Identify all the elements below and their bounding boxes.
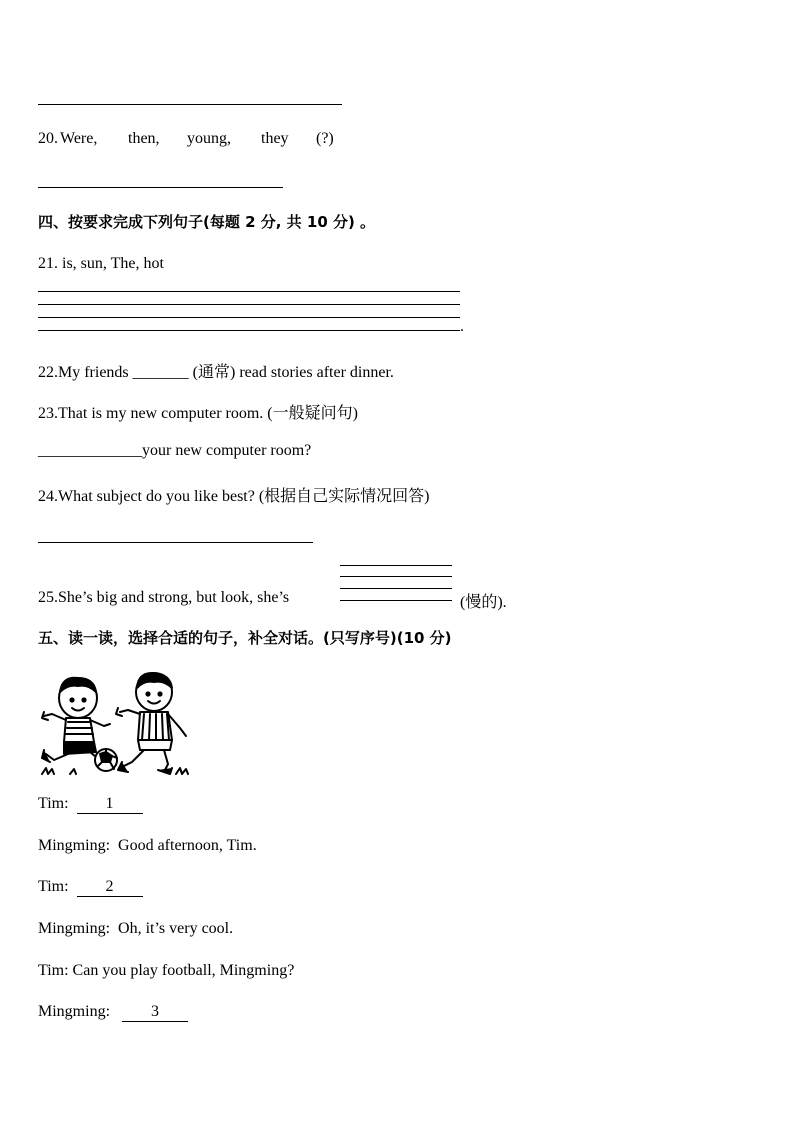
answer-line-21-4[interactable] [38, 330, 460, 331]
speaker-tim: Tim: [38, 962, 69, 979]
speaker-mingming: Mingming: [38, 1003, 111, 1020]
dialogue-blank-1[interactable] [77, 795, 143, 814]
q25-stack-line-2[interactable] [340, 576, 452, 577]
q25-hint: (慢的). [460, 594, 507, 611]
dialogue-blank-3[interactable] [122, 1003, 188, 1022]
question-24: 24.What subject do you like best? (根据自己实际情况回答) [38, 488, 430, 505]
section-4-heading: 四、按要求完成下列句子(每题 2 分, 共 10 分) 。 [38, 213, 376, 231]
speaker-tim: Tim: [38, 878, 69, 895]
answer-line-21-1[interactable] [38, 291, 460, 292]
speaker-tim: Tim: [38, 795, 69, 812]
football-illustration [40, 670, 192, 778]
two-boys-playing-football-image [40, 670, 192, 778]
q23-answer-rest: your new computer room? [142, 442, 312, 459]
question-21: 21. is, sun, The, hot [38, 255, 164, 272]
dialogue-text: Can you play football, Mingming? [72, 962, 295, 979]
question-22 [38, 359, 394, 382]
answer-line-24[interactable] [38, 542, 313, 543]
dialogue-text: Oh, it’s very cool. [118, 920, 234, 937]
answer-line-20[interactable] [38, 187, 283, 188]
q22-after: (通常) read stories after dinner. [192, 364, 394, 381]
q25-stack-line-4[interactable] [340, 600, 452, 601]
q20-word-4: they [261, 130, 289, 147]
q25-stack-line-1[interactable] [340, 565, 452, 566]
q20-number: 20. [38, 130, 58, 147]
q20-word-2: then, [128, 130, 160, 147]
q22-blank[interactable]: _______ [132, 364, 189, 381]
question-25: 25.She’s big and strong, but look, she’s [38, 589, 290, 606]
blank-number: 1 [105, 795, 114, 812]
q21-end-mark: . [460, 318, 464, 335]
blank-number: 3 [151, 1003, 160, 1020]
q22-before: 22.My friends [38, 364, 129, 381]
dialogue-line-1 [38, 795, 143, 814]
answer-line-21-3[interactable] [38, 317, 460, 318]
dialogue-blank-2[interactable] [77, 878, 143, 897]
section-5-heading: 五、读一读，选择合适的句子，补全对话。(只写序号)(10 分) [38, 629, 452, 647]
dialogue-line-5 [38, 962, 294, 980]
dialogue-line-3 [38, 878, 143, 897]
q23-answer [38, 442, 311, 460]
dialogue-text: Good afternoon, Tim. [118, 837, 257, 854]
speaker-mingming: Mingming: [38, 837, 111, 854]
speaker-mingming: Mingming: [38, 920, 111, 937]
dialogue-line-4 [38, 920, 233, 938]
question-23: 23.That is my new computer room. (一般疑问句) [38, 405, 358, 422]
q20-word-1: Were, [60, 130, 98, 147]
dialogue-line-6 [38, 1003, 188, 1022]
answer-line-19[interactable] [38, 104, 342, 105]
q23-answer-blank[interactable]: _____________ [38, 442, 142, 459]
answer-line-21-2[interactable] [38, 304, 460, 305]
q20-word-5: (?) [316, 130, 334, 147]
q25-stack-line-3[interactable] [340, 588, 452, 589]
dialogue-line-2 [38, 837, 257, 855]
q20-word-3: young, [187, 130, 231, 147]
blank-number: 2 [105, 878, 114, 895]
